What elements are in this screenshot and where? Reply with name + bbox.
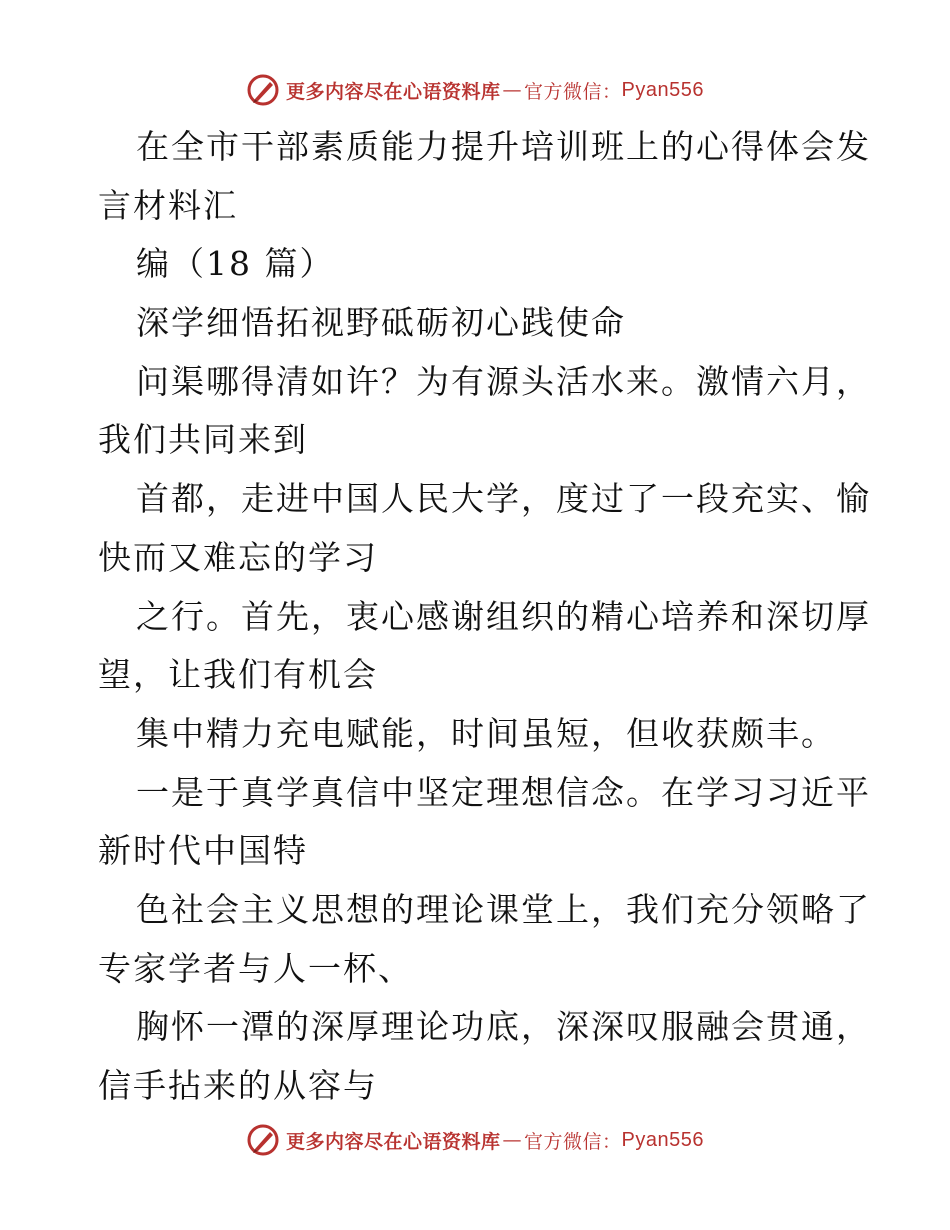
footer-banner bbox=[0, 1120, 950, 1160]
text-line: 编（18 篇） bbox=[136, 244, 335, 284]
text-line: 快而又难忘的学习 bbox=[98, 537, 378, 577]
text-line: 专家学者与人一杯、 bbox=[98, 948, 413, 988]
text-line: 新时代中国特 bbox=[98, 831, 308, 871]
banner-wechat-label: 官方微信： bbox=[524, 80, 622, 103]
banner-wechat-label: 官方微信： bbox=[524, 1130, 622, 1153]
text-line: 首都，走进中国人民大学，度过了一段充实、愉 bbox=[136, 479, 871, 519]
pen-logo-icon bbox=[246, 73, 280, 107]
header-banner bbox=[0, 70, 950, 110]
pen-logo-icon bbox=[246, 1123, 280, 1157]
text-line: 集中精力充电赋能，时间虽短，但收获颇丰。 bbox=[136, 713, 836, 753]
banner-brand: 更多内容尽在心语资料库 bbox=[286, 80, 501, 103]
banner-dash: — bbox=[502, 1129, 523, 1151]
banner-brand: 更多内容尽在心语资料库 bbox=[286, 1130, 501, 1153]
text-line: 胸怀一潭的深厚理论功底，深深叹服融会贯通， bbox=[136, 1007, 871, 1047]
text-line: 我们共同来到 bbox=[98, 420, 308, 460]
document-body bbox=[98, 118, 871, 1116]
text-line: 信手拈来的从容与 bbox=[98, 1066, 378, 1105]
text-line: 深学细悟拓视野砥砺初心践使命 bbox=[136, 303, 626, 343]
text-line: 一是于真学真信中坚定理想信念。在学习习近平 bbox=[136, 772, 871, 812]
text-line: 问渠哪得清如许？为有源头活水来。激情六月， bbox=[136, 361, 871, 401]
banner-wechat-id: Pyan556 bbox=[621, 78, 704, 101]
text-line: 之行。首先，衷心感谢组织的精心培养和深切厚 bbox=[136, 596, 871, 636]
text-line: 言材料汇 bbox=[98, 185, 238, 225]
text-line: 在全市干部素质能力提升培训班上的心得体会发 bbox=[136, 127, 871, 166]
banner-dash: — bbox=[502, 79, 523, 101]
text-line: 色社会主义思想的理论课堂上，我们充分领略了 bbox=[136, 889, 871, 929]
text-line: 望，让我们有机会 bbox=[98, 655, 378, 695]
banner-wechat-id: Pyan556 bbox=[621, 1128, 704, 1151]
